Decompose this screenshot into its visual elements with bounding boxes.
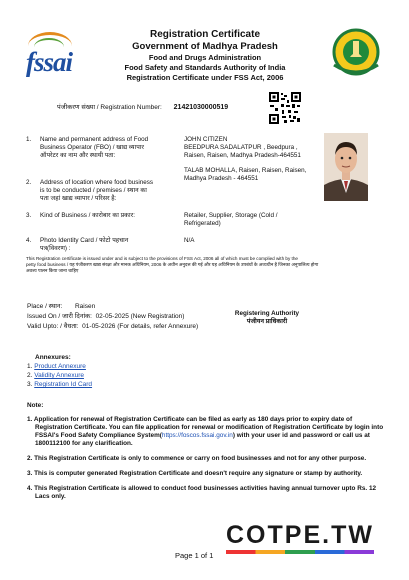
provision-note: This Registration certificate is issued under and is subject to the provisions of FSS Act, 2006 all of which must be complied with by the petty food business / यह पंजीकरण खाद्य संरक्षा और मानक अधिनियम, 2006 के अधीन अनुदत्त की गई और यह अधिनियम के उपबंधों के अध्यधीन है जिनका अनुपालित्य होगा अवश्य पालन किया जाना चाहिए [26, 256, 319, 273]
foscos-link[interactable]: https://foscos.fssai.gov.in [161, 432, 233, 439]
item-1-value: JOHN CITIZEN BEEDPURA SADALATPUR , Beedpura , Raisen, Raisen, Madhya Pradesh-464551 [184, 136, 301, 159]
issued-on-line: Issued On / जारी दिनांक: 02-05-2025 (New Registration) [27, 313, 185, 320]
note-3: 3. This is computer generated Registration Certificate and doesn't require any signature or stamp by authority. [27, 470, 363, 477]
note-2: 2. This Registration Certificate is only to commence or carry on food businesses and not for any other purpose. [27, 455, 367, 462]
certificate-title: Registration Certificate [149, 29, 261, 40]
item-1-label: Name and permanent address of Food Business Operator (FBO) / खाद्य व्यापार ऑपरेटर का नाम और स्थायी पता: [40, 136, 149, 159]
note-4: 4. This Registration Certificate is allowed to conduct food businesses activities having annual turnover upto Rs. 12 Lacs only. [27, 485, 377, 500]
act-name: Registration Certificate under FSS Act, 2006 [126, 73, 284, 82]
item-4-label: Photo Identity Card / फोटो पहचान पत्र(विवरण) : [40, 237, 129, 252]
valid-upto-value: 01-05-2026 (For details, refer Annexure) [82, 323, 199, 330]
product-annexure-link[interactable]: Product Annexure [34, 363, 86, 370]
page-number: Page 1 of 1 [175, 551, 214, 560]
item-4-number: 4. [26, 237, 32, 244]
item-2-value: TALAB MOHALLA, Raisen, Raisen, Raisen, Madhya Pradesh - 464551 [184, 167, 307, 182]
notes-heading: Note: [27, 402, 44, 409]
item-2-number: 2. [26, 179, 32, 186]
place-value: Raisen [74, 303, 96, 310]
item-3-value: Retailer, Supplier, Storage (Cold / Refrigerated) [184, 212, 278, 227]
government-name: Government of Madhya Pradesh [132, 41, 278, 52]
registering-authority: Registering Authority पंजीयन प्राधिकारी [234, 310, 300, 325]
annexures-title: Annexures: [35, 354, 71, 361]
madhya-pradesh-emblem-icon [332, 27, 380, 77]
validity-annexure-link[interactable]: Validity Annexure [34, 372, 84, 379]
notes-section [27, 402, 389, 508]
place-line: Place / स्थान: Raisen [27, 303, 96, 310]
registration-number-label: पंजीकरण संख्या / Registration Number: [57, 104, 162, 111]
department-name: Food and Drugs Administration [148, 53, 262, 62]
registration-number-value: 21421030000519 [173, 104, 229, 111]
issue-details [27, 302, 198, 332]
registration-id-card-link[interactable]: Registration Id Card [34, 381, 93, 388]
qr-code-icon [268, 91, 302, 125]
item-1-number: 1. [26, 136, 32, 143]
certificate-header [95, 29, 315, 83]
fssai-logo: fssai [24, 26, 86, 88]
note-1: 1. Application for renewal of Registration Certificate can be filed as early as 180 days prior to expiry date of Registration Certificate. You can file application for renewal or modification of Registration Certificate by login into FSSAI's Food Safety Compliance System(https://foscos.fssai.gov.in) with your user id and password or call us at 1800112100 for any clarification. [27, 416, 384, 447]
item-3-label: Kind of Business / कारोबार का प्रकार: [40, 212, 135, 219]
registration-number-line [57, 104, 228, 113]
fbo-photo [324, 133, 368, 201]
item-3-number: 3. [26, 212, 32, 219]
item-4-value: N/A [184, 237, 195, 244]
item-2-label: Address of location where food business is to be conducted / premises / स्थान का पता जहां खाद्य व्यापार / परिसर है: [40, 179, 154, 202]
valid-upto-line: Valid Upto: / वैधता: 01-05-2026 (For details, refer Annexure) [27, 323, 199, 330]
watermark: COTPE.TW [226, 520, 376, 554]
authority-name: Food Safety and Standards Authority of India [124, 63, 286, 72]
issued-on-value: 02-05-2025 (New Registration) [95, 313, 185, 320]
annexures-section: Annexures: 1. Product Annexure 2. Validity Annexure 3. Registration Id Card [27, 354, 93, 388]
